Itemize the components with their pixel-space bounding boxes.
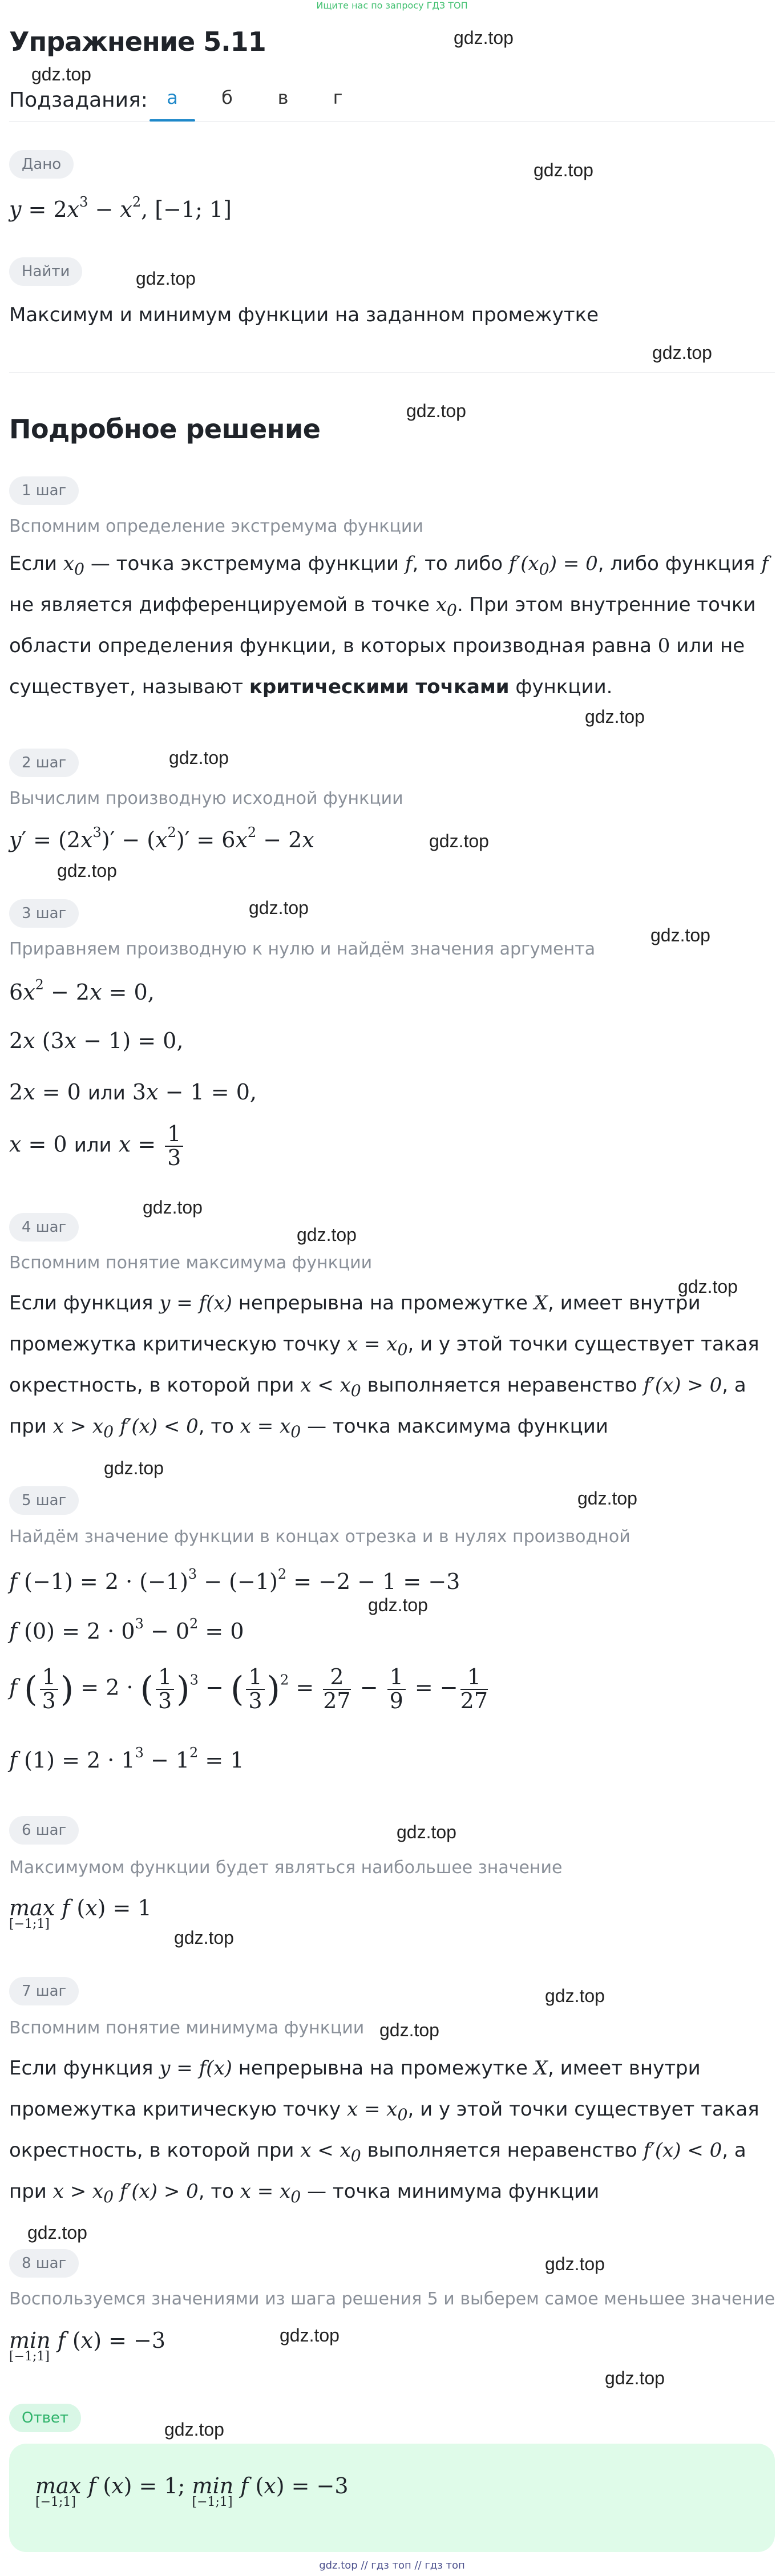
footer[interactable]: gdz.top // гдз топ // гдз топ xyxy=(319,2559,465,2571)
step8-formula: min [−1;1] f (x) = −3 xyxy=(9,2328,166,2364)
solution-title: Подробное решение xyxy=(9,414,321,444)
watermark: gdz.top xyxy=(534,160,593,180)
step2-title: Вычислим производную исходной функции xyxy=(9,788,403,808)
step4-chip: 4 шаг xyxy=(9,1213,79,1242)
text: или не xyxy=(670,634,745,657)
step2-formula: $y' = (2x^3)' - (x^2)' = 6x^2 - 2x$ xyxy=(9,824,314,852)
find-chip: Найти xyxy=(9,257,82,286)
watermark: gdz.top xyxy=(577,1488,637,1509)
text: . При этом внутренние точки xyxy=(456,593,756,616)
subtasks-label: Подзадания: xyxy=(9,88,148,112)
answer-formula: max [−1;1] f (x) = 1; min [−1;1] f (x) = −3 xyxy=(35,2473,349,2509)
step3-chip: 3 шаг xyxy=(9,899,79,928)
tab-v[interactable]: в xyxy=(277,87,289,108)
text: существует, называют xyxy=(9,676,249,698)
step1-line3: области определения функции, в которых производная равна 0 или не xyxy=(9,634,745,657)
step5-chip: 5 шаг xyxy=(9,1486,79,1515)
step4-title: Вспомним понятие максимума функции xyxy=(9,1253,373,1273)
text: , а xyxy=(722,2139,746,2162)
step7-line3: окрестность, в которой при $x < x_0$ выполняется неравенство f′(x) < 0, а xyxy=(9,2139,746,2165)
step5-title: Найдём значение функции в концах отрезка и в нулях производной xyxy=(9,1527,631,1547)
step6-title: Максимумом функции будет являться наибольшее значение xyxy=(9,1858,563,1878)
step3-eq4: x = 0 или x = $\frac{1}{3}$ xyxy=(9,1123,185,1170)
watermark: gdz.top xyxy=(545,1985,605,2006)
tab-a[interactable]: а xyxy=(167,87,178,108)
text: — точка максимума функции xyxy=(301,1415,608,1438)
watermark: gdz.top xyxy=(429,831,489,851)
text: не является дифференцируемой в точке xyxy=(9,593,436,616)
text: , имеет внутри xyxy=(548,2057,701,2080)
step1-line2: не является дифференцируемой в точке $x_0$. При этом внутренние точки xyxy=(9,593,756,620)
text: окрестность, в которой при xyxy=(9,2139,301,2162)
step2-chip: 2 шаг xyxy=(9,749,79,777)
step3-title: Приравняем производную к нулю и найдём значения аргумента xyxy=(9,939,596,959)
bold-text: критическими точками xyxy=(249,676,510,698)
watermark: gdz.top xyxy=(31,64,91,84)
given-formula: $y = 2x^3 - x^2$, [−1; 1] xyxy=(9,194,232,222)
text: промежутка критическую точку xyxy=(9,1333,347,1356)
text: , и у этой точки существует такая xyxy=(407,1333,759,1356)
given-chip: Дано xyxy=(9,150,74,179)
watermark: gdz.top xyxy=(169,747,229,768)
watermark: gdz.top xyxy=(368,1595,428,1615)
text: функции. xyxy=(509,676,613,698)
step8-chip: 8 шаг xyxy=(9,2249,79,2278)
watermark: gdz.top xyxy=(136,268,196,289)
text: , а xyxy=(722,1374,746,1397)
text: Если функция xyxy=(9,2057,160,2080)
text: , имеет внутри xyxy=(548,1292,701,1315)
text: Если функция xyxy=(9,1292,160,1315)
step8-title: Воспользуемся значениями из шага решения 5 и выберем самое меньшее значение xyxy=(9,2289,775,2309)
watermark: gdz.top xyxy=(143,1197,203,1218)
step6-chip: 6 шаг xyxy=(9,1816,79,1845)
text: Если xyxy=(9,552,63,575)
step4-line4: при $x > x_0$ f′(x) < 0, то $x = x_0$ — точка максимума функции xyxy=(9,1415,608,1441)
watermark: gdz.top xyxy=(280,2325,340,2346)
step5-eq4: f $(1) = 2 \cdot 1^3 - 1^2 = 1$ xyxy=(9,1745,244,1773)
answer-chip: Ответ xyxy=(9,2404,81,2432)
watermark: gdz.top xyxy=(652,342,712,363)
text: , то xyxy=(198,2180,240,2203)
or-word: или xyxy=(87,1082,126,1105)
text: , то либо xyxy=(412,552,509,575)
section-divider xyxy=(9,372,775,373)
watermark: gdz.top xyxy=(174,1927,234,1948)
step3-eq1: $6x^2 - 2x = 0$, xyxy=(9,977,155,1005)
watermark: gdz.top xyxy=(249,897,309,918)
text: при xyxy=(9,1415,53,1438)
step7-line1: Если функция y = f(x) непрерывна на промежутке X, имеет внутри xyxy=(9,2057,701,2080)
step7-line2: промежутка критическую точку $x = x_0$, и у этой точки существует такая xyxy=(9,2098,759,2124)
watermark: gdz.top xyxy=(454,27,514,48)
text: , и у этой точки существует такая xyxy=(407,2098,759,2121)
text: , то xyxy=(198,1415,240,1438)
find-text: Максимум и минимум функции на заданном промежутке xyxy=(9,304,599,326)
page-title: Упражнение 5.11 xyxy=(9,26,266,57)
step1-chip: 1 шаг xyxy=(9,476,79,505)
text: непрерывна на промежутке xyxy=(232,1292,534,1315)
step7-chip: 7 шаг xyxy=(9,1977,79,2005)
top-note[interactable]: Ищите нас по запросу ГДЗ ТОП xyxy=(316,0,468,11)
text: окрестность, в которой при xyxy=(9,1374,301,1397)
step6-formula: max [−1;1] f (x) = 1 xyxy=(9,1895,152,1931)
text: области определения функции, в которых производная равна xyxy=(9,634,658,657)
step7-title: Вспомним понятие минимума функции xyxy=(9,2018,365,2038)
watermark: gdz.top xyxy=(605,2368,665,2388)
text: непрерывна на промежутке xyxy=(232,2057,534,2080)
text: промежутка критическую точку xyxy=(9,2098,347,2121)
step3-eq2: 2x (3x − 1) = 0, xyxy=(9,1028,184,1053)
text: выполняется неравенство xyxy=(361,1374,644,1397)
watermark: gdz.top xyxy=(585,706,645,727)
step1-line1: Если $x_0$ — точка экстремума функции f, то либо $f'(x_0) = 0$, либо функция f xyxy=(9,552,769,579)
watermark: gdz.top xyxy=(678,1276,738,1297)
text: — точка экстремума функции xyxy=(84,552,405,575)
step5-eq2: f $(0) = 2 \cdot 0^3 - 0^2 = 0$ xyxy=(9,1616,244,1644)
watermark: gdz.top xyxy=(164,2419,224,2440)
watermark: gdz.top xyxy=(406,401,466,421)
step4-line2: промежутка критическую точку $x = x_0$, и у этой точки существует такая xyxy=(9,1333,759,1359)
tabs-divider xyxy=(9,121,775,122)
step7-line4: при $x > x_0$ f′(x) > 0, то $x = x_0$ — точка минимума функции xyxy=(9,2180,600,2206)
step4-line1: Если функция y = f(x) непрерывна на промежутке X, имеет внутри xyxy=(9,1292,701,1315)
watermark: gdz.top xyxy=(104,1458,164,1478)
text: при xyxy=(9,2180,53,2203)
step1-line4 xyxy=(9,676,613,698)
step1-title: Вспомним определение экстремума функции xyxy=(9,516,423,536)
watermark: gdz.top xyxy=(379,2020,439,2040)
watermark: gdz.top xyxy=(545,2254,605,2274)
watermark: gdz.top xyxy=(297,1224,357,1245)
text: выполняется неравенство xyxy=(361,2139,644,2162)
active-tab-indicator xyxy=(149,119,195,122)
watermark: gdz.top xyxy=(27,2222,87,2243)
text: , либо функция xyxy=(597,552,762,575)
step3-eq3: 2x = 0 или 3x − 1 = 0, xyxy=(9,1079,257,1105)
watermark: gdz.top xyxy=(397,1822,456,1842)
tab-b[interactable]: б xyxy=(221,87,233,108)
or-word: или xyxy=(74,1134,112,1157)
step4-line3: окрестность, в которой при $x < x_0$ выполняется неравенство f′(x) > 0, а xyxy=(9,1374,746,1400)
text: — точка минимума функции xyxy=(301,2180,600,2203)
step5-eq1: f $(-1) = 2 \cdot (-1)^3 - (-1)^2 = -2 - 1 = -3$ xyxy=(9,1566,460,1594)
step5-eq3: f ( $\frac{1}{3}$ ) = 2 · ( $\frac{1}{3}$ )$^3$ − ( $\frac{1}{3}$ )$^2$ = $\frac{2}{27}$ − $\frac{1}{9}$ = − $\frac{1}{27}$ xyxy=(9,1664,488,1713)
tab-g[interactable]: г xyxy=(333,87,343,108)
watermark: gdz.top xyxy=(650,925,710,945)
watermark: gdz.top xyxy=(57,860,117,881)
